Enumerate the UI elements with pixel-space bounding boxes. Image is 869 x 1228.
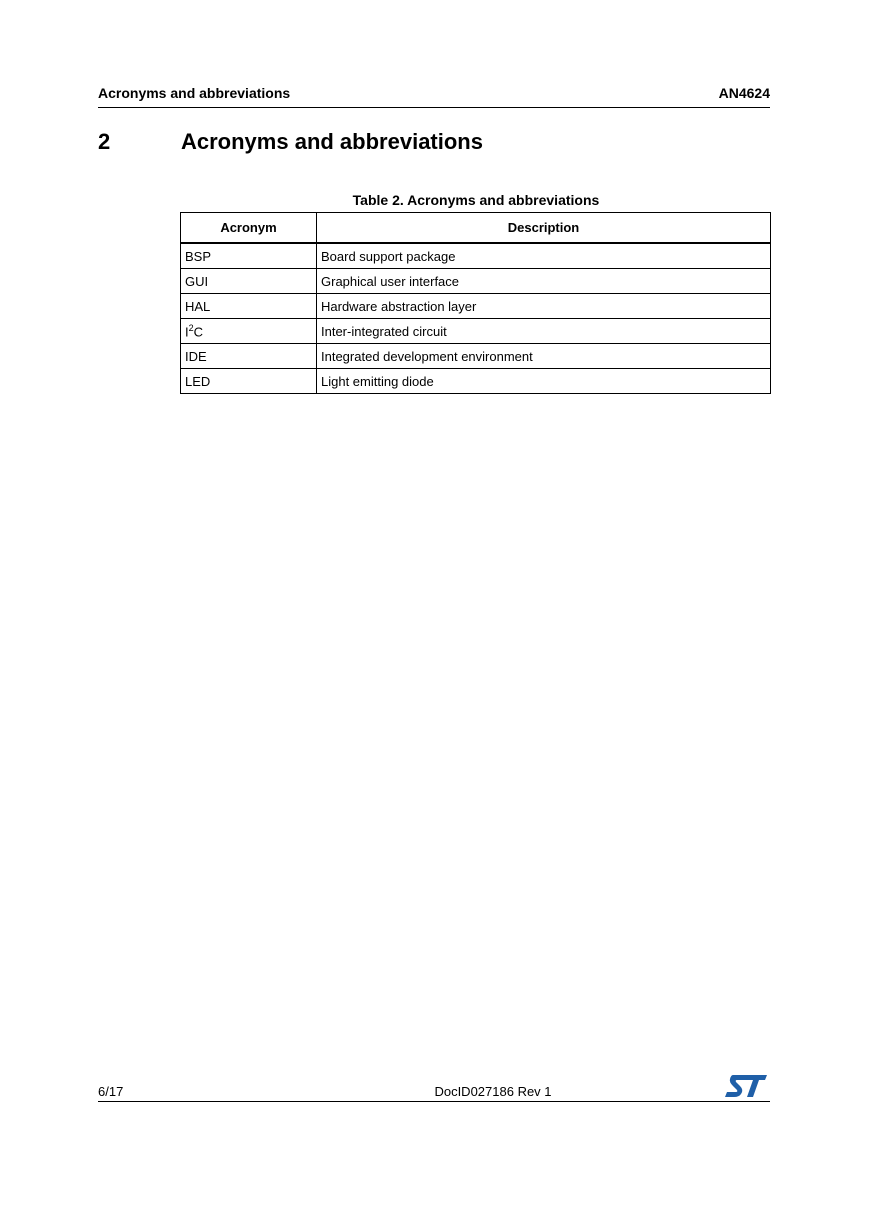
section-number: 2	[98, 129, 111, 154]
description-cell: Inter-integrated circuit	[317, 319, 771, 344]
description-cell: Integrated development environment	[317, 344, 771, 369]
description-cell: Board support package	[317, 243, 771, 269]
column-header-acronym: Acronym	[181, 213, 317, 244]
column-header-description: Description	[317, 213, 771, 244]
acronyms-table	[180, 212, 771, 394]
table-row	[181, 319, 771, 344]
acronym-cell: LED	[181, 369, 317, 394]
description-cell: Light emitting diode	[317, 369, 771, 394]
table-caption: Table 2. Acronyms and abbreviations	[352, 192, 600, 208]
page-number: 6/17	[98, 1084, 124, 1099]
acronym-base: I	[185, 324, 189, 340]
page-footer	[98, 1081, 770, 1102]
acronym-cell: HAL	[181, 294, 317, 319]
st-logo-icon	[724, 1073, 768, 1099]
header-doc-number: AN4624	[718, 85, 770, 101]
doc-id: DocID027186 Rev 1	[434, 1084, 552, 1099]
section-title: Acronyms and abbreviations	[181, 129, 483, 154]
table-header-row	[181, 213, 771, 244]
table-row	[181, 243, 771, 269]
acronym-cell: IDE	[181, 344, 317, 369]
table-row	[181, 269, 771, 294]
acronym-cell: BSP	[181, 243, 317, 269]
acronym-tail: C	[193, 324, 204, 340]
page-header	[98, 85, 770, 108]
acronym-cell	[181, 319, 317, 344]
description-cell: Graphical user interface	[317, 269, 771, 294]
header-section-title: Acronyms and abbreviations	[98, 85, 291, 101]
table-row	[181, 369, 771, 394]
table-row	[181, 344, 771, 369]
acronym-cell: GUI	[181, 269, 317, 294]
description-cell: Hardware abstraction layer	[317, 294, 771, 319]
acronym-superscript: 2	[188, 322, 194, 333]
table-row	[181, 294, 771, 319]
